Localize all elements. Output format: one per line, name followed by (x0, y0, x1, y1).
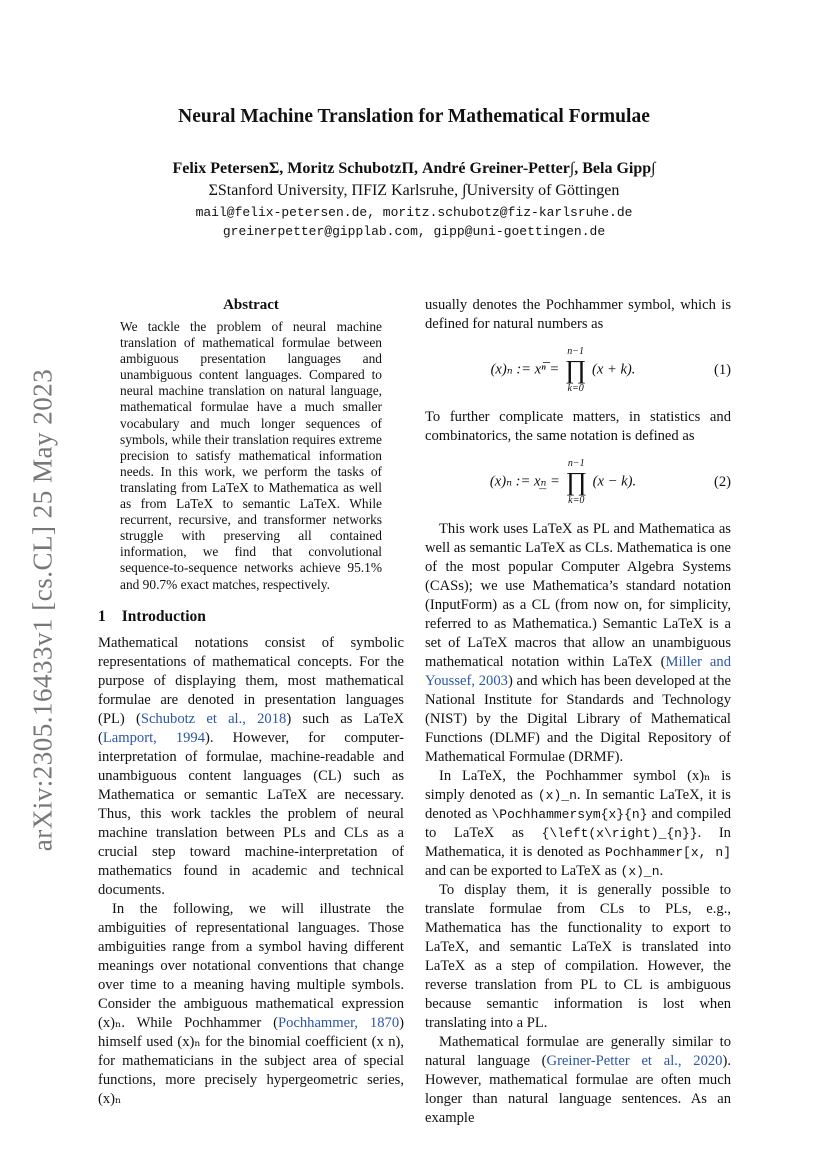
paragraph-display: To display them, it is generally possible to translate formulae from CLs to PLs, e.g., Mathematica has the functionality to export to LaTeX, and semantic LaTeX is translated into LaTeX as a step of compilation. However, the reverse translation from PL to CL is ambiguous because semantic information is lost when translating into a PL. (425, 882, 731, 1031)
right-column (425, 296, 731, 1128)
paper-title: Neural Machine Translation for Mathematical Formulae (178, 106, 650, 127)
section-heading-introduction: 1 Introduction (98, 607, 206, 625)
citation-link[interactable]: Pochhammer, 1870 (277, 1014, 400, 1031)
abstract-text: We tackle the problem of neural machine translation of mathematical formulae between ambiguous presentation languages and unambiguous content languages. Compared to neural machine translation on natural language, mathematical formulae have a much smaller vocabulary and much longer sequences of symbols, while their translation requires extreme precision to satisfy mathematical information needs. In this work, we perform the tasks of translating from LaTeX to Mathematica as well as from LaTeX to semantic LaTeX. While recurrent, recursive, and transformer networks struggle with preserving all contained information, we find that convolutional sequence-to-sequence networks achieve 95.1% and 90.7% exact matches, respectively. (120, 319, 382, 592)
affiliations: ΣStanford University, ΠFIZ Karlsruhe, ∫University of Göttingen (208, 182, 620, 199)
paragraph-natural-language: Mathematical formulae are generally similar to natural language (Greiner-Petter et al., 2020). However, mathematical formulae are often much longer than natural language sentences. As an example (425, 1034, 731, 1126)
citation-link[interactable]: Miller and Youssef, 2003 (425, 654, 731, 689)
arxiv-stamp: arXiv:2305.16433v1 [cs.CL] 25 May 2023 (27, 368, 58, 852)
email-line-2: greinerpetter@gipplab.com, gipp@uni-goettingen.de (222, 224, 606, 239)
author-list: Felix PetersenΣ, Moritz SchubotzΠ, André Greiner-Petter∫, Bela Gipp∫ (172, 160, 656, 177)
equation-2: (x)ₙ := xₙ̲ = n−1 ∏ k=0 (x − k). (2) (489, 458, 731, 506)
intro-paragraph-2: In the following, we will illustrate the ambiguities of representational languages. Those ambiguities range from a symbol having different meanings over notational conventions that change over time to a meaning having multiple symbols. Consider the ambiguous mathematical expression (x)ₙ. While Pochhammer (Pochhammer, 1870) himself used (x)ₙ for the binomial coefficient (x n), for mathematicians in the subject area of special functions, more precisely hypergeometric series, (x)ₙ (98, 900, 404, 1107)
paragraph-latex-pl: This work uses LaTeX as PL and Mathematica as well as semantic LaTeX as CLs. Mathematica is one of the most popular Computer Algebra Systems (CASs); we use Mathematica’s standard notation (InputForm) as a CL (from now on, for simplicity, referred to as Mathematica.) Semantic LaTeX is a set of LaTeX macros that allow an unambiguous mathematical notation within LaTeX (Miller and Youssef, 2003) and which has been developed at the National Institute for Standards and Technology (NIST) by the Digital Library of Mathematical Functions (DLMF) and the Digital Repository of Mathematical Formulae (DRMF). (425, 521, 731, 765)
paragraph-pochhammer-def: usually denotes the Pochhammer symbol, which is defined for natural numbers as (425, 297, 731, 332)
citation-link[interactable]: Schubotz et al., 2018 (140, 710, 287, 727)
paragraph-statistics: To further complicate matters, in statistics and combinatorics, the same notation is defined as (425, 409, 731, 444)
email-line-1: mail@felix-petersen.de, moritz.schubotz@fiz-karlsruhe.de (195, 205, 633, 220)
abstract-heading: Abstract (223, 297, 279, 313)
paragraph-pochhammer-latex: In LaTeX, the Pochhammer symbol (x)ₙ is simply denoted as (x)_n. In semantic LaTeX, it is denoted as \Pochhammersym{x}{n} and compiled to LaTeX as {\left(x\right)_{n}}. In Mathematica, it is denoted as Pochhammer[x, n] and can be exported to LaTeX as (x)_n. (425, 768, 732, 879)
citation-link[interactable]: Greiner-Petter et al., 2020 (546, 1053, 723, 1069)
equation-number: (1) (713, 361, 731, 378)
left-column (98, 296, 404, 1109)
equation-number: (2) (713, 473, 731, 490)
equation-1: (x)ₙ := xⁿ̅ = n−1 ∏ k=0 (x + k). (1) (490, 346, 731, 394)
citation-link[interactable]: Lamport, 1994 (102, 729, 206, 746)
intro-paragraph-1: Mathematical notations consist of symbolic representations of mathematical concepts. For the purpose of displaying them, most mathematical formulae are denoted in presentation languages (PL) (Schubotz et al., 2018) such as LaTeX (Lamport, 1994). However, for computer-interpretation of formulae, machine-readable and unambiguous content languages (CL) such as Mathematica or semantic LaTeX are necessary. Thus, this work tackles the problem of neural machine translation between PLs and CLs as a crucial step toward machine-interpretation of mathematics found in academic and technical documents. (98, 634, 404, 898)
